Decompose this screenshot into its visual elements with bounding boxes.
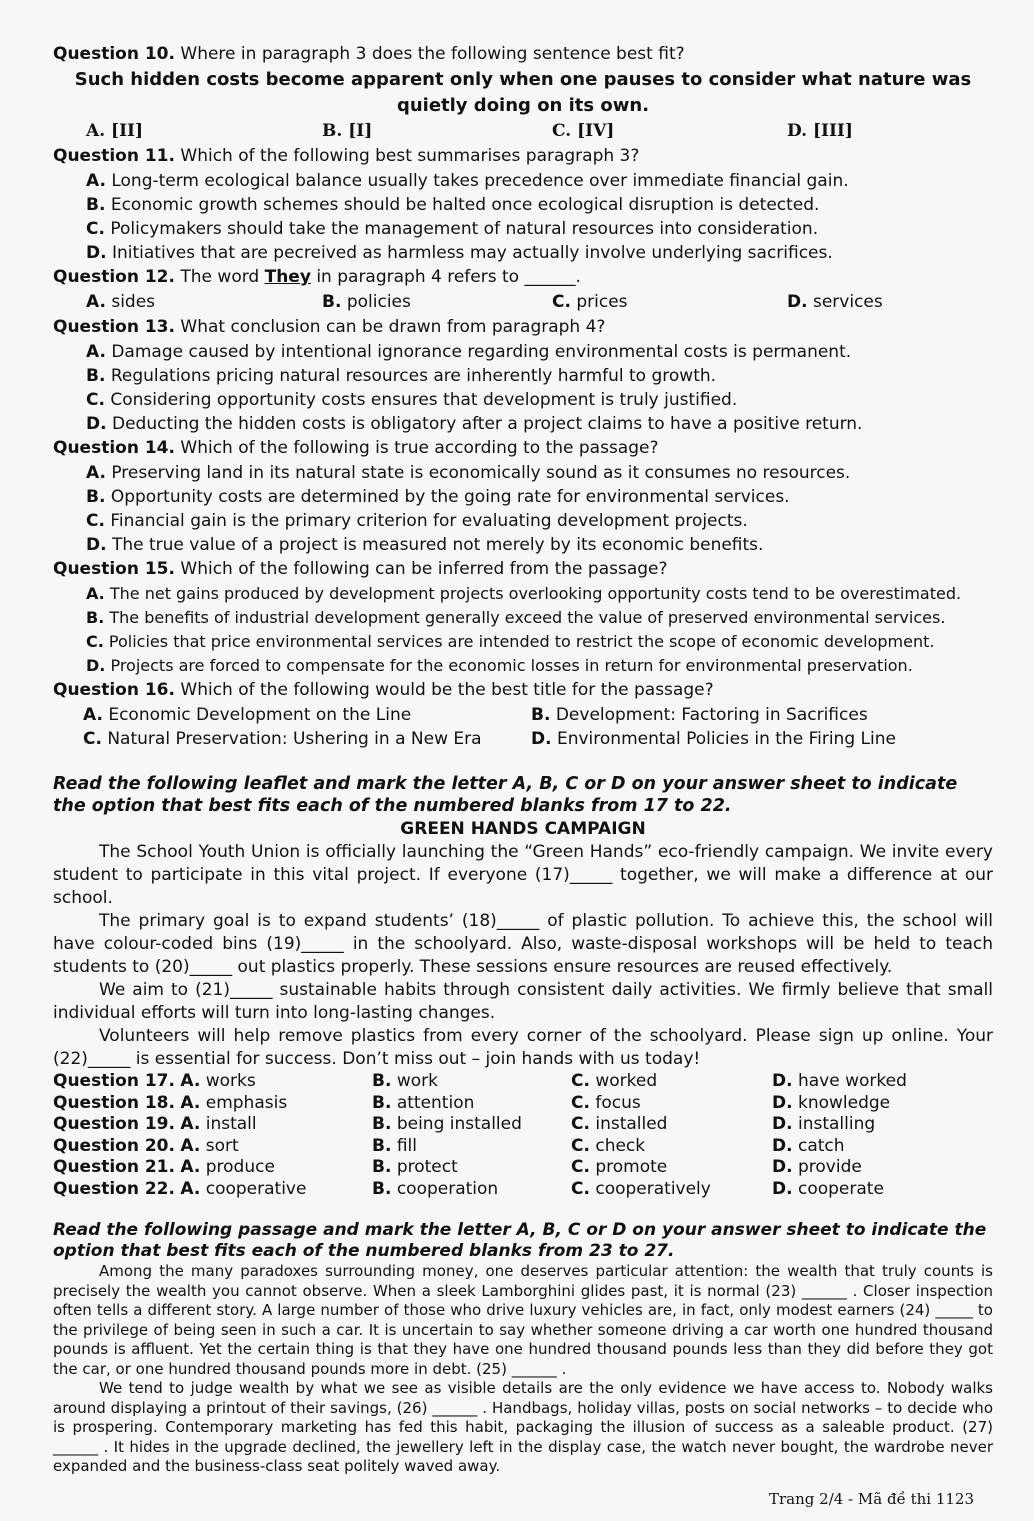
leaflet-title: GREEN HANDS CAMPAIGN (400, 819, 646, 839)
option-text: Economic growth schemes should be halted once ecological disruption is detected. (110, 195, 820, 215)
option-c (53, 217, 993, 241)
paragraph-text: Volunteers will help remove plastics from every corner of the schoolyard. Please sign up online. Your (22)_____ is essential for success. Don’t miss out – join hands with us today! (53, 1026, 993, 1069)
referenced-word: They (264, 267, 311, 287)
q21-option-b (372, 1157, 571, 1179)
option-b (531, 703, 991, 727)
option-text: The benefits of industrial development generally exceed the value of preserved environmental services. (109, 608, 946, 627)
option-text: prices (576, 292, 628, 312)
q17-option-d (772, 1071, 992, 1093)
option-text: protect (396, 1157, 458, 1177)
option-letter: B. (372, 1157, 392, 1177)
option-text: Initiatives that are pecreived as harmless may actually involve underlying sacrifices. (111, 243, 833, 263)
paragraph-text: We tend to judge wealth by what we see as visible details are the only evidence we have access to. Nobody walks around displaying a printout of their savings, (26) ______ . Handbags, holiday villas, posts on social networks – to decide who is prospering. Contemporary marketing has fed this habit, packaging the illusion of success as a saleable product. (27) ______ . It hides in the upgrade declined, the jewellery left in the display case, the watch never bought, the wardrobe never expanded and the business-class seat politely waved away. (53, 1379, 993, 1475)
question-stem: Which of the following would be the best title for the passage? (180, 680, 714, 700)
option-c (552, 290, 787, 315)
q17-option-b (372, 1071, 571, 1093)
option-text: installed (595, 1114, 668, 1134)
option-letter: A. (83, 705, 103, 725)
q19-option-d (772, 1114, 992, 1136)
passage-instruction: Read the following passage and mark the letter A, B, C or D on your answer sheet to indicate the option that best fits each of the numbered blanks from 23 to 27. (53, 1220, 987, 1261)
option-letter: B. (86, 608, 105, 627)
option-a (86, 290, 322, 315)
option-d (53, 241, 993, 265)
option-c (53, 630, 993, 654)
question-stem-pre: The word (180, 267, 260, 287)
question-label: Question 13. (53, 317, 175, 337)
question-stem-post: in paragraph 4 refers to ______. (316, 267, 581, 287)
q18-option-b (372, 1093, 571, 1115)
question-label: Question 18. (53, 1092, 175, 1113)
q19-option-c (571, 1114, 772, 1136)
option-letter: B. (372, 1178, 392, 1199)
question-stem: What conclusion can be drawn from paragraph 4? (180, 317, 606, 337)
option-letter: D. (86, 243, 107, 263)
option-text: sort (205, 1135, 239, 1156)
q21-option-c (571, 1157, 772, 1179)
option-letter: A. (86, 171, 106, 191)
option-text: Financial gain is the primary criterion for evaluating development projects. (110, 511, 748, 531)
option-c (53, 509, 993, 533)
option-letter: D. (772, 1157, 793, 1177)
question-stem: Which of the following best summarises paragraph 3? (180, 146, 640, 166)
option-text: knowledge (797, 1092, 891, 1113)
option-letter: C. (86, 511, 105, 531)
leaflet-paragraph-4 (53, 1025, 993, 1071)
q20-option-d (772, 1136, 992, 1158)
leaflet-paragraph-1 (53, 841, 993, 910)
option-text: sides (111, 292, 156, 312)
option-text: Economic Development on the Line (108, 705, 412, 725)
option-text: Deducting the hidden costs is obligatory after a project claims to have a positive return. (111, 414, 863, 434)
option-text: being installed (396, 1114, 522, 1134)
q18-option-c (571, 1093, 772, 1115)
q10-options (53, 119, 993, 144)
option-letter: B. (86, 195, 106, 215)
option-letter: D. (86, 535, 107, 555)
option-text: catch (797, 1135, 845, 1156)
q17-option-a (53, 1071, 372, 1093)
option-letter: D. (772, 1135, 793, 1156)
q19-option-b (372, 1114, 571, 1136)
question-label: Question 16. (53, 680, 175, 700)
question-stem: Which of the following can be inferred from the passage? (180, 559, 668, 579)
option-letter: B. (372, 1071, 392, 1091)
option-letter: B. (86, 366, 106, 386)
q20-option-a (53, 1136, 372, 1158)
question-label: Question 15. (53, 559, 175, 579)
option-text: cooperative (205, 1178, 307, 1199)
option-d: D. [III] (787, 121, 853, 141)
option-letter: C. (83, 729, 102, 749)
question-label: Question 20. (53, 1135, 175, 1156)
option-text: works (205, 1071, 256, 1091)
option-letter: B. (372, 1092, 392, 1113)
option-text: work (396, 1071, 438, 1091)
question-stem: Where in paragraph 3 does the following sentence best fit? (180, 44, 685, 64)
passage-paragraph-2 (53, 1379, 993, 1477)
question-stem: Which of the following is true according to the passage? (180, 438, 659, 458)
option-b: B. [I] (322, 121, 373, 141)
option-letter: C. (571, 1157, 590, 1177)
option-letter: C. (86, 390, 105, 410)
option-letter: D. (531, 729, 552, 749)
option-b (322, 290, 552, 315)
q22-option-c (571, 1179, 772, 1201)
q22-option-d (772, 1179, 992, 1201)
option-letter: C. (86, 632, 104, 651)
option-letter: B. (372, 1135, 392, 1156)
q16-options (53, 703, 993, 751)
option-text: Regulations pricing natural resources are inherently harmful to growth. (110, 366, 717, 386)
option-text: provide (797, 1157, 862, 1177)
option-letter: C. (552, 292, 571, 312)
option-text: Damage caused by intentional ignorance regarding environmental costs is permanent. (111, 342, 852, 362)
option-letter: A. (180, 1178, 201, 1199)
option-text: attention (396, 1092, 475, 1113)
option-letter: D. (86, 414, 107, 434)
q17-option-c (571, 1071, 772, 1093)
option-letter: A. (86, 463, 106, 483)
option-d (787, 290, 987, 315)
option-letter: B. (531, 705, 551, 725)
option-letter: A. (180, 1071, 201, 1091)
option-text: policies (346, 292, 411, 312)
option-d (53, 412, 993, 436)
option-letter: D. (787, 292, 808, 312)
question-16 (53, 678, 993, 703)
option-text: produce (205, 1157, 275, 1177)
paragraph-text: We aim to (21)_____ sustainable habits through consistent daily activities. We firmly believe that small individual efforts will turn into long-lasting changes. (53, 980, 993, 1023)
option-text: check (595, 1135, 646, 1156)
option-a (53, 582, 993, 606)
q20-option-c (571, 1136, 772, 1158)
option-text: installing (797, 1114, 876, 1134)
option-a: A. [II] (86, 121, 144, 141)
option-letter: D. (772, 1092, 793, 1113)
question-label: Question 11. (53, 146, 175, 166)
option-letter: A. (180, 1114, 201, 1134)
option-text: have worked (797, 1071, 907, 1091)
question-label: Question 22. (53, 1178, 175, 1199)
leaflet-questions-table (53, 1071, 993, 1200)
option-letter: C. (571, 1135, 590, 1156)
q19-option-a (53, 1114, 372, 1136)
option-letter: A. (180, 1157, 201, 1177)
option-a (83, 703, 531, 727)
option-a (53, 340, 993, 364)
option-text: Policymakers should take the management of natural resources into consideration. (110, 219, 819, 239)
question-13 (53, 315, 993, 340)
q21-option-a (53, 1157, 372, 1179)
q18-option-a (53, 1093, 372, 1115)
option-b (53, 364, 993, 388)
option-c (83, 727, 531, 751)
option-letter: C. (86, 219, 105, 239)
option-b (53, 193, 993, 217)
question-11 (53, 144, 993, 169)
option-letter: D. (772, 1178, 793, 1199)
option-text: Development: Factoring in Sacrifices (555, 705, 868, 725)
option-d (53, 533, 993, 557)
option-letter: A. (180, 1092, 201, 1113)
option-b (53, 606, 993, 630)
option-c (53, 388, 993, 412)
option-text: fill (396, 1135, 417, 1156)
option-text: promote (595, 1157, 668, 1177)
option-text: emphasis (205, 1092, 288, 1113)
option-letter: C. (571, 1114, 590, 1134)
paragraph-text: The School Youth Union is officially launching the “Green Hands” eco-friendly campaign. We invite every student to participate in this vital project. If everyone (17)_____ together, we will make a difference at our school. (53, 842, 993, 908)
option-d (531, 727, 991, 751)
option-text: Considering opportunity costs ensures that development is truly justified. (110, 390, 738, 410)
option-letter: C. (571, 1092, 590, 1113)
option-text: cooperatively (595, 1178, 711, 1199)
paragraph-text: The primary goal is to expand students’ (18)_____ of plastic pollution. To achieve this, the school will have colour-coded bins (19)_____ in the schoolyard. Also, waste-disposal workshops will be held to teach students to (20)_____ out plastics properly. These sessions ensure resources are reused effectively. (53, 911, 993, 977)
option-d (53, 654, 993, 678)
option-b (53, 485, 993, 509)
option-a (53, 461, 993, 485)
q22-option-a (53, 1179, 372, 1201)
option-letter: C. (571, 1178, 590, 1199)
q10-target-sentence: Such hidden costs become apparent only when one pauses to consider what nature was quietly doing on its own. (74, 69, 972, 116)
q18-option-d (772, 1093, 992, 1115)
option-text: cooperate (797, 1178, 884, 1199)
option-letter: D. (772, 1071, 793, 1091)
option-a (53, 169, 993, 193)
option-letter: A. (180, 1135, 201, 1156)
option-letter: B. (322, 292, 342, 312)
question-label: Question 12. (53, 267, 175, 287)
question-14 (53, 436, 993, 461)
question-12 (53, 265, 993, 290)
option-letter: B. (372, 1114, 392, 1134)
option-letter: D. (772, 1114, 793, 1134)
option-letter: C. (571, 1071, 590, 1091)
option-text: Policies that price environmental services are intended to restrict the scope of economic development. (108, 632, 935, 651)
passage-paragraph-1 (53, 1262, 993, 1379)
option-text: services (812, 292, 883, 312)
leaflet-paragraph-3 (53, 979, 993, 1025)
option-text: The true value of a project is measured not merely by its economic benefits. (111, 535, 764, 555)
page-footer: Trang 2/4 - Mã đề thi 1123 (769, 1490, 974, 1508)
paragraph-text: Among the many paradoxes surrounding money, one deserves particular attention: the wealth that truly counts is precisely the wealth you cannot observe. When a sleek Lamborghini glides past, it is normal (23) ______ . Closer inspection often tells a different story. A large number of those who drive luxury vehicles are, in fact, only modest earners (24) _____ to the privilege of being seen in such a car. It is uncertain to say whether someone driving a car worth one hundred thousand pounds is affluent. Yet the certain thing is that they have one hundred thousand pounds less than they did before they got the car, or one hundred thousand pounds more in debt. (25) ______ . (53, 1262, 993, 1378)
option-text: cooperation (396, 1178, 499, 1199)
leaflet-paragraph-2 (53, 910, 993, 979)
option-letter: A. (86, 342, 106, 362)
question-label: Question 14. (53, 438, 175, 458)
option-text: worked (595, 1071, 658, 1091)
question-10 (53, 42, 993, 67)
option-letter: B. (86, 487, 106, 507)
option-c: C. [IV] (552, 121, 615, 141)
option-text: Environmental Policies in the Firing Line (556, 729, 896, 749)
option-letter: D. (86, 656, 106, 675)
option-letter: A. (86, 584, 105, 603)
option-text: Long-term ecological balance usually takes precedence over immediate financial gain. (111, 171, 849, 191)
option-text: Opportunity costs are determined by the going rate for environmental services. (110, 487, 790, 507)
q20-option-b (372, 1136, 571, 1158)
q22-option-b (372, 1179, 571, 1201)
question-15 (53, 557, 993, 582)
question-label: Question 21. (53, 1157, 175, 1177)
exam-page (53, 42, 993, 1477)
option-text: Projects are forced to compensate for the economic losses in return for environmental preservation. (110, 656, 913, 675)
option-text: Preserving land in its natural state is economically sound as it consumes no resources. (111, 463, 851, 483)
option-letter: A. (86, 292, 106, 312)
q12-options (53, 290, 993, 315)
option-text: focus (595, 1092, 641, 1113)
option-text: Natural Preservation: Ushering in a New Era (107, 729, 482, 749)
question-label: Question 10. (53, 44, 175, 64)
q21-option-d (772, 1157, 992, 1179)
question-label: Question 17. (53, 1071, 175, 1091)
question-label: Question 19. (53, 1114, 175, 1134)
leaflet-instruction: Read the following leaflet and mark the letter A, B, C or D on your answer sheet to indicate the option that best fits each of the numbered blanks from 17 to 22. (53, 774, 958, 816)
option-text: The net gains produced by development projects overlooking opportunity costs tend to be overestimated. (109, 584, 962, 603)
option-text: install (205, 1114, 257, 1134)
